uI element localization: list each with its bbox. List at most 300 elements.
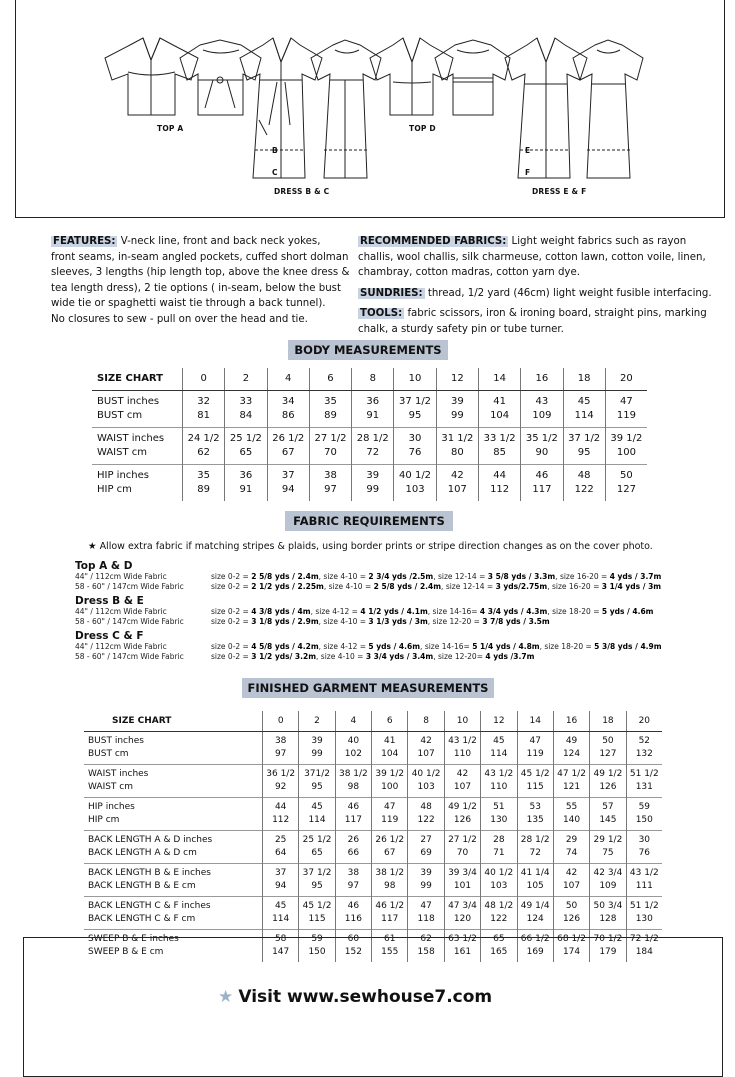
table-cell: 42 <box>444 765 480 782</box>
size-header-cell: 10 <box>444 711 480 732</box>
table-cell: 179 <box>590 946 626 962</box>
label-hem-f: F <box>525 168 531 177</box>
table-cell: 42 3/4 <box>590 864 626 881</box>
table-cell: 38 <box>335 864 371 881</box>
fabric-size-part: size 0-2 = <box>211 642 252 651</box>
table-cell: 110 <box>481 781 517 798</box>
fabric-width: 44" / 112cm Wide Fabric <box>75 607 167 616</box>
table-cell: 45 <box>481 732 517 749</box>
fabric-group-title: Top A & D <box>75 560 133 572</box>
fabric-size-part: 3 7/8 yds / 3.5m <box>482 617 550 626</box>
table-cell: 107 <box>444 781 480 798</box>
table-cell: 60 <box>335 930 371 947</box>
table-cell: 39 <box>408 864 444 881</box>
table-cell: 52 <box>626 732 662 749</box>
table-cell: 58 <box>263 930 299 947</box>
table-cell: 80 <box>436 446 478 465</box>
table-cell: 40 1/2 <box>394 465 436 484</box>
table-cell: 94 <box>263 880 299 897</box>
fabric-sizes <box>211 582 661 592</box>
table-cell: 98 <box>335 781 371 798</box>
table-cell: 165 <box>481 946 517 962</box>
table-cell: 38 <box>309 465 351 484</box>
fabric-size-part: , size 16-20 = <box>547 582 602 591</box>
table-cell: 104 <box>372 748 408 765</box>
table-cell: 39 <box>299 732 335 749</box>
features-line: V-neck line, front and back neck yokes, <box>120 236 321 247</box>
table-cell: 86 <box>267 409 309 428</box>
table-cell: 64 <box>263 847 299 864</box>
features-line: No closures to sew - pull on over the head and tie. <box>51 313 308 325</box>
table-cell: 95 <box>563 446 605 465</box>
table-cell: 47 3/4 <box>444 897 480 914</box>
table-cell: 104 <box>478 409 520 428</box>
row-label: BUST inches <box>97 396 160 407</box>
table-cell: 45 <box>263 897 299 914</box>
dress-e-f-front-drawing <box>505 38 587 178</box>
table-cell: 48 1/2 <box>481 897 517 914</box>
fabric-size-part: 2 5/8 yds / 2.4m <box>251 572 319 581</box>
table-cell: 47 <box>372 798 408 815</box>
finished-measurements-title: FINISHED GARMENT MEASUREMENTS <box>242 678 494 698</box>
fabric-size-part: , size 12-20= <box>433 652 486 661</box>
table-cell: 75 <box>590 847 626 864</box>
fabric-size-part: size 0-2 = <box>211 607 252 616</box>
table-cell: 46 1/2 <box>372 897 408 914</box>
table-cell: 49 1/4 <box>517 897 553 914</box>
table-cell: 74 <box>553 847 589 864</box>
fabric-size-part: 3 1/2 yds/ 3.2m <box>251 652 317 661</box>
label-hem-b: B <box>272 146 278 155</box>
row-label: HIP inches <box>92 465 183 484</box>
fabric-size-part: 5 yds / 4.6m <box>368 642 421 651</box>
table-cell: 95 <box>299 880 335 897</box>
table-cell: 91 <box>225 483 267 501</box>
table-cell: 50 <box>590 732 626 749</box>
table-cell: 59 <box>626 798 662 815</box>
table-cell: 70 <box>444 847 480 864</box>
table-cell: 40 1/2 <box>481 864 517 881</box>
table-cell: 155 <box>372 946 408 962</box>
table-cell: 112 <box>478 483 520 501</box>
table-cell: 62 <box>408 930 444 947</box>
table-row <box>84 748 662 765</box>
table-cell: 36 1/2 <box>263 765 299 782</box>
fabric-size-part: 3 1/8 yds / 2.9m <box>251 617 319 626</box>
table-cell: 45 1/2 <box>299 897 335 914</box>
table-cell: 43 1/2 <box>626 864 662 881</box>
table-cell: 40 <box>335 732 371 749</box>
table-cell: 169 <box>517 946 553 962</box>
table-cell: 51 1/2 <box>626 765 662 782</box>
table-cell: 24 1/2 <box>183 428 225 447</box>
label-dress-e-f: DRESS E & F <box>532 187 587 196</box>
table-cell: 67 <box>267 446 309 465</box>
table-cell: 49 1/2 <box>444 798 480 815</box>
table-cell: 124 <box>517 913 553 930</box>
fabric-size-part: , size 4-12 = <box>318 642 369 651</box>
table-cell: 29 <box>553 831 589 848</box>
fabric-size-part: 5 3/8 yds / 4.9m <box>594 642 662 651</box>
table-cell: 34 <box>267 391 309 410</box>
features-label: FEATURES: <box>53 236 116 247</box>
fabric-size-part: 4 1/2 yds / 4.1m <box>360 607 428 616</box>
table-cell: 53 <box>517 798 553 815</box>
sundries-label: SUNDRIES: <box>360 287 423 299</box>
table-cell: 89 <box>309 409 351 428</box>
table-cell: 39 1/2 <box>605 428 647 447</box>
table-cell: 29 1/2 <box>590 831 626 848</box>
table-cell: 44 <box>263 798 299 815</box>
table-cell: 92 <box>263 781 299 798</box>
footer-visit <box>218 987 492 1007</box>
table-cell: 28 1/2 <box>517 831 553 848</box>
table-cell: 30 <box>394 428 436 447</box>
table-cell: 91 <box>352 409 394 428</box>
body-measurements-title: BODY MEASUREMENTS <box>288 340 448 360</box>
fabric-group <box>75 560 715 592</box>
body-measurements-table <box>92 368 647 501</box>
table-cell: 107 <box>408 748 444 765</box>
row-label: HIP cm <box>88 815 120 825</box>
table-cell: 37 <box>263 864 299 881</box>
table-cell: 28 1/2 <box>352 428 394 447</box>
table-cell: 37 1/2 <box>394 391 436 410</box>
row-label: HIP cm <box>97 484 132 495</box>
fabric-width: 44" / 112cm Wide Fabric <box>75 572 167 581</box>
table-row <box>84 880 662 897</box>
fabric-group-title: Dress B & E <box>75 595 144 607</box>
size-header-cell: 4 <box>267 368 309 391</box>
size-chart-label: SIZE CHART <box>92 368 183 391</box>
table-cell: 98 <box>372 880 408 897</box>
fabric-size-part: 5 yds / 4.6m <box>601 607 654 616</box>
fabric-sizes <box>211 652 534 662</box>
row-label: BACK LENGTH C & F cm <box>88 914 196 924</box>
table-cell: 25 <box>263 831 299 848</box>
table-cell: 39 1/2 <box>372 765 408 782</box>
fabric-requirements-list <box>75 560 715 665</box>
table-row <box>84 814 662 831</box>
table-cell: 135 <box>517 814 553 831</box>
table-cell: 69 <box>408 847 444 864</box>
table-cell: 48 <box>408 798 444 815</box>
table-cell: 81 <box>183 409 225 428</box>
table-cell: 72 <box>352 446 394 465</box>
table-cell: 38 1/2 <box>372 864 408 881</box>
fabric-size-part: 2 3/4 yds /2.5m <box>368 572 434 581</box>
fabrics-line: chambray, cotton madras, cotton yarn dye. <box>358 267 580 278</box>
table-cell: 99 <box>352 483 394 501</box>
size-header-cell: 10 <box>394 368 436 391</box>
table-cell: 158 <box>408 946 444 962</box>
label-top-a: TOP A <box>157 124 184 133</box>
table-cell: 50 <box>553 897 589 914</box>
fabric-size-part: , size 18-20 = <box>547 607 602 616</box>
size-header-cell: 6 <box>372 711 408 732</box>
row-label: SWEEP B & E inches <box>84 930 263 947</box>
table-cell: 65 <box>481 930 517 947</box>
row-label: WAIST cm <box>88 782 134 792</box>
table-cell: 111 <box>626 880 662 897</box>
table-cell: 126 <box>590 781 626 798</box>
size-header-cell: 18 <box>563 368 605 391</box>
table-cell: 42 <box>408 732 444 749</box>
table-cell: 50 <box>605 465 647 484</box>
fabric-width: 44" / 112cm Wide Fabric <box>75 642 167 651</box>
table-row <box>84 732 662 749</box>
fabric-sizes <box>211 607 654 617</box>
table-cell: 152 <box>335 946 371 962</box>
size-header-cell: 12 <box>481 711 517 732</box>
fabric-size-part: , size 12-14 = <box>433 572 488 581</box>
table-cell: 45 <box>299 798 335 815</box>
table-cell: 41 <box>478 391 520 410</box>
fabric-line <box>75 642 715 652</box>
table-row <box>92 465 647 484</box>
table-cell: 109 <box>521 409 563 428</box>
fabric-sizes <box>211 617 550 627</box>
fabrics-block <box>358 234 728 337</box>
table-cell: 31 1/2 <box>436 428 478 447</box>
table-cell: 117 <box>372 913 408 930</box>
table-cell: 59 <box>299 930 335 947</box>
table-cell: 47 1/2 <box>553 765 589 782</box>
features-block <box>51 234 351 327</box>
table-cell: 107 <box>553 880 589 897</box>
size-header-cell: 6 <box>309 368 351 391</box>
table-cell: 122 <box>563 483 605 501</box>
table-cell: 97 <box>263 748 299 765</box>
row-label: BACK LENGTH A & D cm <box>88 848 197 858</box>
table-row <box>92 428 647 447</box>
table-cell: 47 <box>517 732 553 749</box>
table-cell: 49 1/2 <box>590 765 626 782</box>
table-cell: 114 <box>563 409 605 428</box>
fabric-size-part: size 0-2 = <box>211 652 252 661</box>
table-cell: 116 <box>335 913 371 930</box>
fabric-size-part: , size 4-10 = <box>318 572 369 581</box>
row-label: BUST cm <box>97 410 143 421</box>
size-header-cell: 0 <box>263 711 299 732</box>
features-line: wide tie or spaghetti waist tie through a back tunnel). <box>51 298 326 309</box>
table-cell: 121 <box>553 781 589 798</box>
size-header-cell: 16 <box>553 711 589 732</box>
fabric-size-part: size 0-2 = <box>211 582 252 591</box>
features-line: sleeves, 3 lengths (hip length top, above the knee dress & <box>51 267 350 278</box>
table-row <box>92 483 647 501</box>
fabric-width: 58 - 60" / 147cm Wide Fabric <box>75 617 184 626</box>
table-cell: 26 <box>335 831 371 848</box>
size-header-cell: 12 <box>436 368 478 391</box>
fabric-width: 58 - 60" / 147cm Wide Fabric <box>75 652 184 661</box>
table-cell: 131 <box>626 781 662 798</box>
table-cell: 39 3/4 <box>444 864 480 881</box>
features-line: tea length dress), 2 tie options ( in-seam, below the bust <box>51 282 341 294</box>
table-cell: 37 1/2 <box>299 864 335 881</box>
table-cell: 41 1/4 <box>517 864 553 881</box>
table-cell: 39 <box>352 465 394 484</box>
top-a-back-drawing <box>180 40 261 115</box>
top-a-front-drawing <box>105 38 198 115</box>
row-label: WAIST inches <box>84 765 263 782</box>
table-cell: 85 <box>478 446 520 465</box>
table-cell: 118 <box>408 913 444 930</box>
table-cell: 145 <box>590 814 626 831</box>
table-row <box>84 864 662 881</box>
table-cell: 161 <box>444 946 480 962</box>
fabric-size-part: 3 1/3 yds / 3m <box>368 617 428 626</box>
row-label: BUST inches <box>88 736 144 746</box>
size-header-cell: 2 <box>299 711 335 732</box>
table-cell: 117 <box>521 483 563 501</box>
label-top-d: TOP D <box>409 124 436 133</box>
fabric-sizes <box>211 572 661 582</box>
row-label: BACK LENGTH C & F inches <box>84 897 263 914</box>
fabric-size-part: 3 yds/2.75m <box>495 582 548 591</box>
table-cell: 107 <box>436 483 478 501</box>
table-cell: 112 <box>263 814 299 831</box>
table-cell: 127 <box>590 748 626 765</box>
size-header-row <box>84 711 662 732</box>
table-cell: 43 1/2 <box>444 732 480 749</box>
table-cell: 132 <box>626 748 662 765</box>
table-cell: 150 <box>626 814 662 831</box>
tools-line: fabric scissors, iron & ironing board, straight pins, marking <box>407 308 707 319</box>
fabric-size-part: 3 1/4 yds / 3m <box>601 582 662 591</box>
row-label: WAIST inches <box>92 428 183 447</box>
fabric-line <box>75 652 715 662</box>
table-cell: 114 <box>481 748 517 765</box>
fabric-size-part: , size 16-20 = <box>555 572 610 581</box>
fabric-size-part: 3 5/8 yds / 3.3m <box>487 572 556 581</box>
table-cell: 94 <box>267 483 309 501</box>
table-cell: 105 <box>517 880 553 897</box>
table-cell: 120 <box>444 913 480 930</box>
table-cell: 57 <box>590 798 626 815</box>
table-cell: 147 <box>263 946 299 962</box>
size-header-cell: 8 <box>408 711 444 732</box>
table-cell: 45 <box>563 391 605 410</box>
fabric-size-part: 2 1/2 yds / 2.25m <box>251 582 324 591</box>
table-cell: 66 1/2 <box>517 930 553 947</box>
table-cell: 46 <box>335 897 371 914</box>
table-cell: 32 <box>183 391 225 410</box>
table-cell: 42 <box>436 465 478 484</box>
fabric-size-part: 4 yds / 3.7m <box>609 572 662 581</box>
table-cell: 62 <box>183 446 225 465</box>
table-cell: 71 <box>481 847 517 864</box>
fabric-note-text: Allow extra fabric if matching stripes & plaids, using border prints or stripe direction changes as on the cover photo. <box>99 541 653 552</box>
table-cell: 100 <box>605 446 647 465</box>
table-cell: 122 <box>408 814 444 831</box>
table-cell: 119 <box>605 409 647 428</box>
table-cell: 65 <box>299 847 335 864</box>
table-cell: 43 1/2 <box>481 765 517 782</box>
fabric-line <box>75 607 715 617</box>
table-cell: 63 1/2 <box>444 930 480 947</box>
table-cell: 36 <box>225 465 267 484</box>
table-row <box>84 847 662 864</box>
table-cell: 25 1/2 <box>299 831 335 848</box>
table-cell: 101 <box>444 880 480 897</box>
table-cell: 130 <box>481 814 517 831</box>
table-cell: 33 <box>225 391 267 410</box>
table-cell: 103 <box>394 483 436 501</box>
table-cell: 174 <box>553 946 589 962</box>
table-cell: 35 <box>183 465 225 484</box>
label-dress-b-c: DRESS B & C <box>274 187 330 196</box>
row-label: BACK LENGTH A & D inches <box>84 831 263 848</box>
note-star-icon: ★ <box>88 541 97 552</box>
fabric-size-part: 2 5/8 yds / 2.4m <box>373 582 442 591</box>
row-label: BACK LENGTH B & E cm <box>88 881 196 891</box>
table-cell: 115 <box>517 781 553 798</box>
table-cell: 114 <box>299 814 335 831</box>
fabric-size-part: , size 4-12 = <box>310 607 361 616</box>
row-label: BACK LENGTH B & E inches <box>84 864 263 881</box>
table-cell: 51 <box>481 798 517 815</box>
table-cell: 38 <box>263 732 299 749</box>
table-cell: 44 <box>478 465 520 484</box>
fabric-size-part: , size 4-10 = <box>316 652 366 661</box>
table-cell: 42 <box>553 864 589 881</box>
table-cell: 68 1/2 <box>553 930 589 947</box>
label-hem-c: C <box>272 168 278 177</box>
footer-frame <box>23 937 723 1077</box>
table-cell: 70 1/2 <box>590 930 626 947</box>
table-cell: 27 <box>408 831 444 848</box>
fabric-sizes <box>211 642 662 652</box>
row-label: SWEEP B & E cm <box>88 947 164 957</box>
table-cell: 114 <box>263 913 299 930</box>
label-hem-e: E <box>525 146 531 155</box>
table-cell: 99 <box>436 409 478 428</box>
table-cell: 117 <box>335 814 371 831</box>
table-row <box>84 913 662 930</box>
table-cell: 110 <box>444 748 480 765</box>
table-cell: 184 <box>626 946 662 962</box>
size-header-cell: 16 <box>521 368 563 391</box>
table-row <box>84 897 662 914</box>
table-cell: 72 <box>517 847 553 864</box>
table-cell: 119 <box>372 814 408 831</box>
table-cell: 150 <box>299 946 335 962</box>
fabric-size-part: , size 14-16= <box>427 607 480 616</box>
website-link[interactable]: Visit www.sewhouse7.com <box>238 987 493 1007</box>
table-cell: 61 <box>372 930 408 947</box>
size-header-cell: 2 <box>225 368 267 391</box>
row-label: BUST cm <box>88 749 129 759</box>
row-label: HIP inches <box>84 798 263 815</box>
fabric-group <box>75 630 715 662</box>
tools-line: chalk, a sturdy safety pin or tube turner. <box>358 323 564 335</box>
table-cell: 35 1/2 <box>521 428 563 447</box>
table-cell: 371/2 <box>299 765 335 782</box>
fabric-size-part: , size 4-10 = <box>318 617 369 626</box>
table-cell: 89 <box>183 483 225 501</box>
fabric-size-part: , size 14-16= <box>420 642 473 651</box>
table-row <box>84 831 662 848</box>
table-row <box>92 391 647 410</box>
fabric-size-part: 4 yds /3.7m <box>485 652 535 661</box>
fabric-line <box>75 572 715 582</box>
table-cell: 25 1/2 <box>225 428 267 447</box>
table-cell: 130 <box>626 913 662 930</box>
table-row <box>92 409 647 428</box>
table-cell: 102 <box>335 748 371 765</box>
table-cell: 76 <box>394 446 436 465</box>
